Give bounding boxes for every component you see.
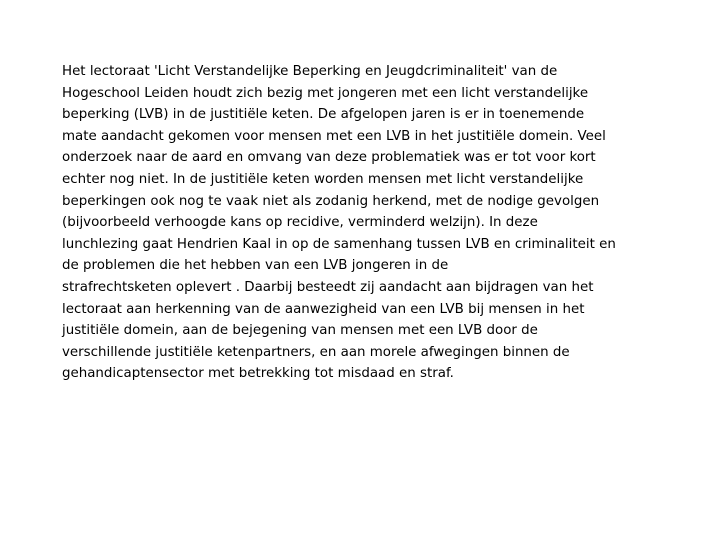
text-line: de problemen die het hebben van een LVB jongeren in de — [62, 258, 449, 274]
text-line: justitiële domein, aan de bejegening van mensen met een LVB door de — [62, 323, 538, 339]
text-line: lectoraat aan herkenning van de aanwezigheid van een LVB bij mensen in het — [62, 301, 585, 317]
text-line: onderzoek naar de aard en omvang van deze problematiek was er tot voor kort — [62, 150, 596, 166]
text-line: echter nog niet. In de justitiële keten worden mensen met licht verstandelijke — [62, 171, 584, 187]
body-text — [62, 61, 702, 385]
text-line: lunchlezing gaat Hendrien Kaal in op de samenhang tussen LVB en criminaliteit en — [62, 236, 616, 252]
text-line: verschillende justitiële ketenpartners, en aan morele afwegingen binnen de — [62, 344, 570, 360]
text-line: Hogeschool Leiden houdt zich bezig met jongeren met een licht verstandelijke — [62, 85, 589, 101]
text-line: beperkingen ook nog te vaak niet als zodanig herkend, met de nodige gevolgen — [62, 193, 600, 209]
text-line: (bijvoorbeeld verhoogde kans op recidive, verminderd welzijn). In deze — [62, 215, 538, 231]
text-line: Het lectoraat 'Licht Verstandelijke Beperking en Jeugdcriminaliteit' van de — [62, 64, 558, 79]
text-line: strafrechtsketen oplevert . Daarbij besteedt zij aandacht aan bijdragen van het — [62, 279, 594, 295]
text-line: gehandicaptensector met betrekking tot misdaad en straf. — [62, 366, 454, 382]
text-line: mate aandacht gekomen voor mensen met een LVB in het justitiële domein. Veel — [62, 128, 606, 144]
text-line: beperking (LVB) in de justitiële keten. De afgelopen jaren is er in toenemende — [62, 107, 585, 123]
